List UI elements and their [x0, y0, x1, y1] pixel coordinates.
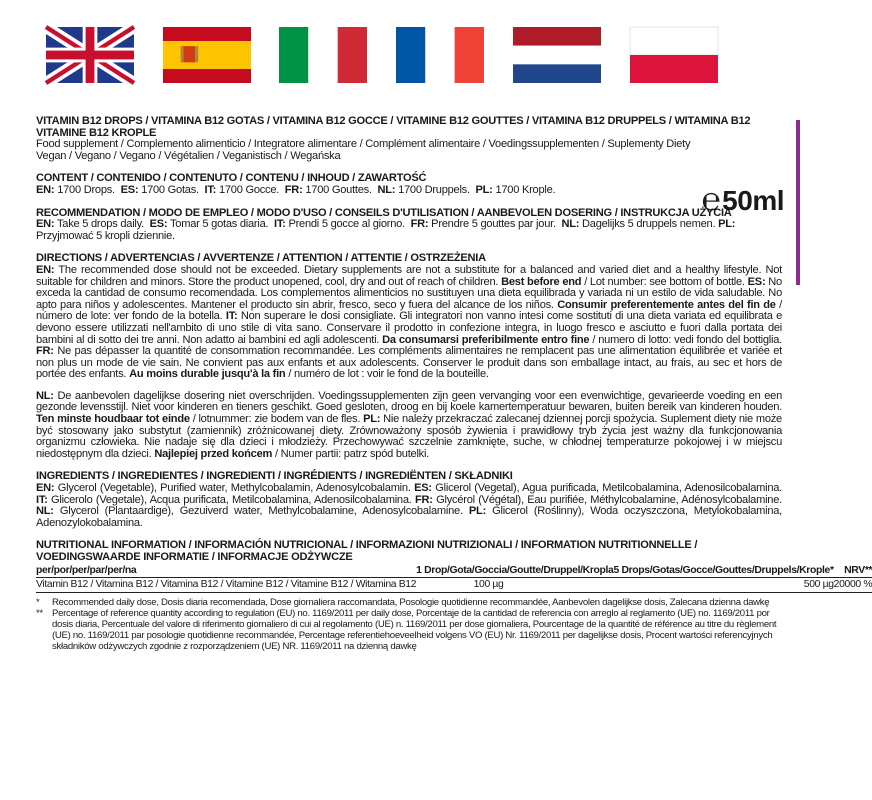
product-section — [36, 116, 782, 162]
nutrition-section — [36, 539, 872, 652]
recommendation-title: RECOMMENDATION / MODO DE EMPLEO / MODO D'USO / CONSEILS D'UTILISATION / AANBEVOLEN DOSERING / INSTRUKCJA UŻYCIA — [36, 206, 732, 219]
product-title-line-2: VITAMINE B12 KROPLE — [36, 126, 157, 139]
content-section — [36, 173, 782, 196]
nutrient-per-drop: 100 µg — [416, 578, 613, 593]
footnote-mark: ** — [36, 607, 43, 619]
language-flags — [46, 27, 720, 83]
table-row — [36, 578, 872, 593]
ingredients-text: EN: Glycerol (Vegetable), Purified water, Methylcobalamin, Adenosylcobalamin. ES: Glicerol (Vegetal), Agua purificada, Metilcobalamina, Adenosilcobalamina. IT: Glicerolo (Vegetale), Acqua purificata, Metilcobalamina, Adenosilcobalamina. FR: Glycérol (Végétal), Eau purifiée, Méthylcobalamine, Adénosylcobalamine. NL: Glycerol (Plantaardige), Gezuiverd water, Methylcobalamine, Adenosylcobalamine. PL: Glicerol (Roślinny), Woda oczyszczona, Metylokobalamina, Adenozylokobalamina. — [36, 482, 782, 529]
footnote-mark: * — [36, 596, 40, 608]
header-5-drops: 5 Drops/Gotas/Gocce/Gouttes/Druppels/Krople* — [613, 564, 833, 578]
product-category: Food supplement / Complemento alimenticio / Integratore alimentare / Complément alimentaire / Voedingssupplementen / Suplementy Diety — [36, 138, 691, 151]
uk-flag-icon — [46, 27, 134, 83]
footnote-daily-dose: Recommended daily dose, Dosis diaria recomendada, Dose giornaliera raccomandata, Posologie quotidienne recommandée, Aanbevolen dagelijkse dosis, Zalecana dzienna dawkę — [52, 596, 770, 608]
content-items: EN: 1700 Drops. ES: 1700 Gotas. IT: 1700 Gocce. FR: 1700 Gouttes. NL: 1700 Druppels. PL: 1700 Krople. — [36, 183, 556, 196]
header-1-drop: 1 Drop/Gota/Goccia/Goutte/Druppel/Kropla — [416, 564, 613, 578]
accent-bar — [796, 120, 800, 285]
italy-flag-icon — [279, 27, 367, 83]
nutrition-title: NUTRITIONAL INFORMATION / INFORMACIÓN NUTRICIONAL / INFORMAZIONI NUTRIZIONALI / INFORMATION NUTRITIONNELLE / — [36, 539, 698, 552]
directions-text: EN: The recommended dose should not be exceeded. Dietary supplements are not a substitute for a balanced and varied diet and a healthy lifestyle. Not suitable for children and minors. Store the product unopened, cool, dry and out of reach of children. Best before end / Lot number: see bottom of bottle. ES: No exceda la cantidad de consumo recomendada. Los complementos alimenticios no sustituyen una dieta equilibrada y variada ni un estilo de vida saludable. No apto para niños y adolescentes. Mantener el producto sin abrir, fresco, seco y fuera del alcance de los niños. Consumir preferentemente antes del fin de / número de lote: ver fondo de la botella. IT: Non superare le dosi consigliate. Gli integratori non vanno intesi come sostituti di una dieta variata ed equilibrata e devono essere utilizzati nell'ambito di uno stile di vita sano. Conservare il prodotto in confezione integra, in luogo fresco e asciutto e fuori dalla portata dei bambini al di sotto dei tre anni. Non adatto ai bambini ed agli adolescenti. Da consumarsi preferibilmente entro fine / numero di lotto: vedi fondo del bottiglia. FR: Ne pas dépasser la quantité de consommation recommandée. Les compléments alimentaires ne remplacent pas une alimentation équilibrée et variée et non plus un mode de vie sain. Ne convient pas aux enfants et aux adolescents. Conserver le produit dans son emballage intact, au frais, au sec et hors de portée des enfants. Au moins durable jusqu'à la fin / numéro de lot : voir le fond de la bouteille. — [36, 263, 783, 381]
directions-section — [36, 253, 782, 460]
header-nrv: NRV** — [834, 564, 872, 578]
recommendation-section — [36, 208, 782, 243]
recommendation-items: EN: Take 5 drops daily. ES: Tomar 5 gotas diaria. IT: Prendi 5 gocce al giorno. FR: Prendre 5 gouttes par jour. NL: Dagelijks 5 druppels nemen. PL: Przyjmować 5 kropli dziennie. — [36, 218, 736, 242]
label-content — [36, 115, 872, 652]
directions-title: DIRECTIONS / ADVERTENCIAS / AVVERTENZE / ATTENTION / ATTENTIE / OSTRZEŻENIA — [36, 252, 486, 265]
product-title: VITAMIN B12 DROPS / VITAMINA B12 GOTAS / VITAMINA B12 GOCCE / VITAMINE B12 GOUTTES / VITAMINA B12 DRUPPELS / WITAMINA B12 — [36, 115, 751, 127]
ingredients-title: INGREDIENTS / INGREDIENTES / INGREDIENTI / INGRÉDIENTS / INGREDIËNTEN / SKŁADNIKI — [36, 470, 513, 483]
france-flag-icon — [396, 27, 484, 83]
footnote-reference-quantity: Percentage of reference quantity according to regulation (EU) no. 1169/2011 per daily dose, Porcentaje de la cantidad de referencia con arreglo al reglamento (UE) no. 1169/2011 por dosis diaria, Percentuale del valore di riferimento giornaliero di cui al regolamento (UE) n. 1169/2011 per dose giornaliera, Pourcentage de la quantité de référence au titre du règlement (UE) no. 1169/2011 par posologie quotidienne recommandée, Percentage referentiehoeveelheid volgens VO (EU) Nr. 1169/2011 per dagelijkse dosis, Procent wartości referencyjnych składników odżywczych zgodnie z rozporządzeniem (UE) NR. 1169/2011 na dzienną dawkę — [52, 607, 777, 652]
directions-text-nl-pl: NL: De aanbevolen dagelijkse dosering niet overschrijden. Voedingssupplementen zijn geen vervanging voor een evenwichtige, gevarieerde voeding en een gezonde levensstijl. Niet voor kinderen en tieners geschikt. Goed gesloten, droog en bij koele kamertemperatuur bewaren, buiten bereik van kinderen houden. Ten minste houdbaar tot einde / lotnummer: zie bodem van de fles. PL: Nie należy przekraczać zalecanej dziennej porcji spożycia. Suplement diety nie może być stosowany jako substytut (zamiennik) zróżnicowanej diety. Zrównoważony sposób żywienia i prawidłowy tryb życia jest ważny dla funkcjonowania organizmu człowieka. Nie nadaje się dla dzieci i młodzieży. Przechowywać szczelnie zamknięte, suche, w chłodnej temperaturze pokojowej i w miejscu niedostępnym dla dzieci. Najlepiej przed końcem / Numer partii: patrz spód butelki. — [36, 389, 782, 460]
nutrient-per-5-drops: 500 µg — [613, 578, 833, 593]
nutrition-title-line-2: VOEDINGSWAARDE INFORMATIE / INFORMACJE ODŻYWCZE — [36, 551, 353, 563]
product-vegan: Vegan / Vegano / Vegano / Végétalien / Veganistisch / Wegańska — [36, 149, 341, 162]
poland-flag-icon — [630, 27, 718, 83]
nutrition-table-header — [36, 564, 872, 578]
nutrient-nrv: 20000 % — [834, 578, 872, 593]
content-title: CONTENT / CONTENIDO / CONTENUTO / CONTENU / INHOUD / ZAWARTOŚĆ — [36, 172, 427, 185]
volume-value: 50ml — [722, 185, 784, 216]
ingredients-section — [36, 471, 782, 529]
netherlands-flag-icon — [513, 27, 601, 83]
estimated-sign-icon: ℮ — [701, 181, 721, 217]
header-per: per/por/per/par/per/na — [36, 564, 416, 578]
nutrition-table — [36, 564, 872, 593]
nutrient-name: Vitamin B12 / Vitamina B12 / Vitamina B12 / Vitamine B12 / Vitamine B12 / Witamina B12 — [36, 578, 416, 593]
nutrition-footnotes — [36, 597, 782, 652]
spain-flag-icon — [163, 27, 251, 83]
